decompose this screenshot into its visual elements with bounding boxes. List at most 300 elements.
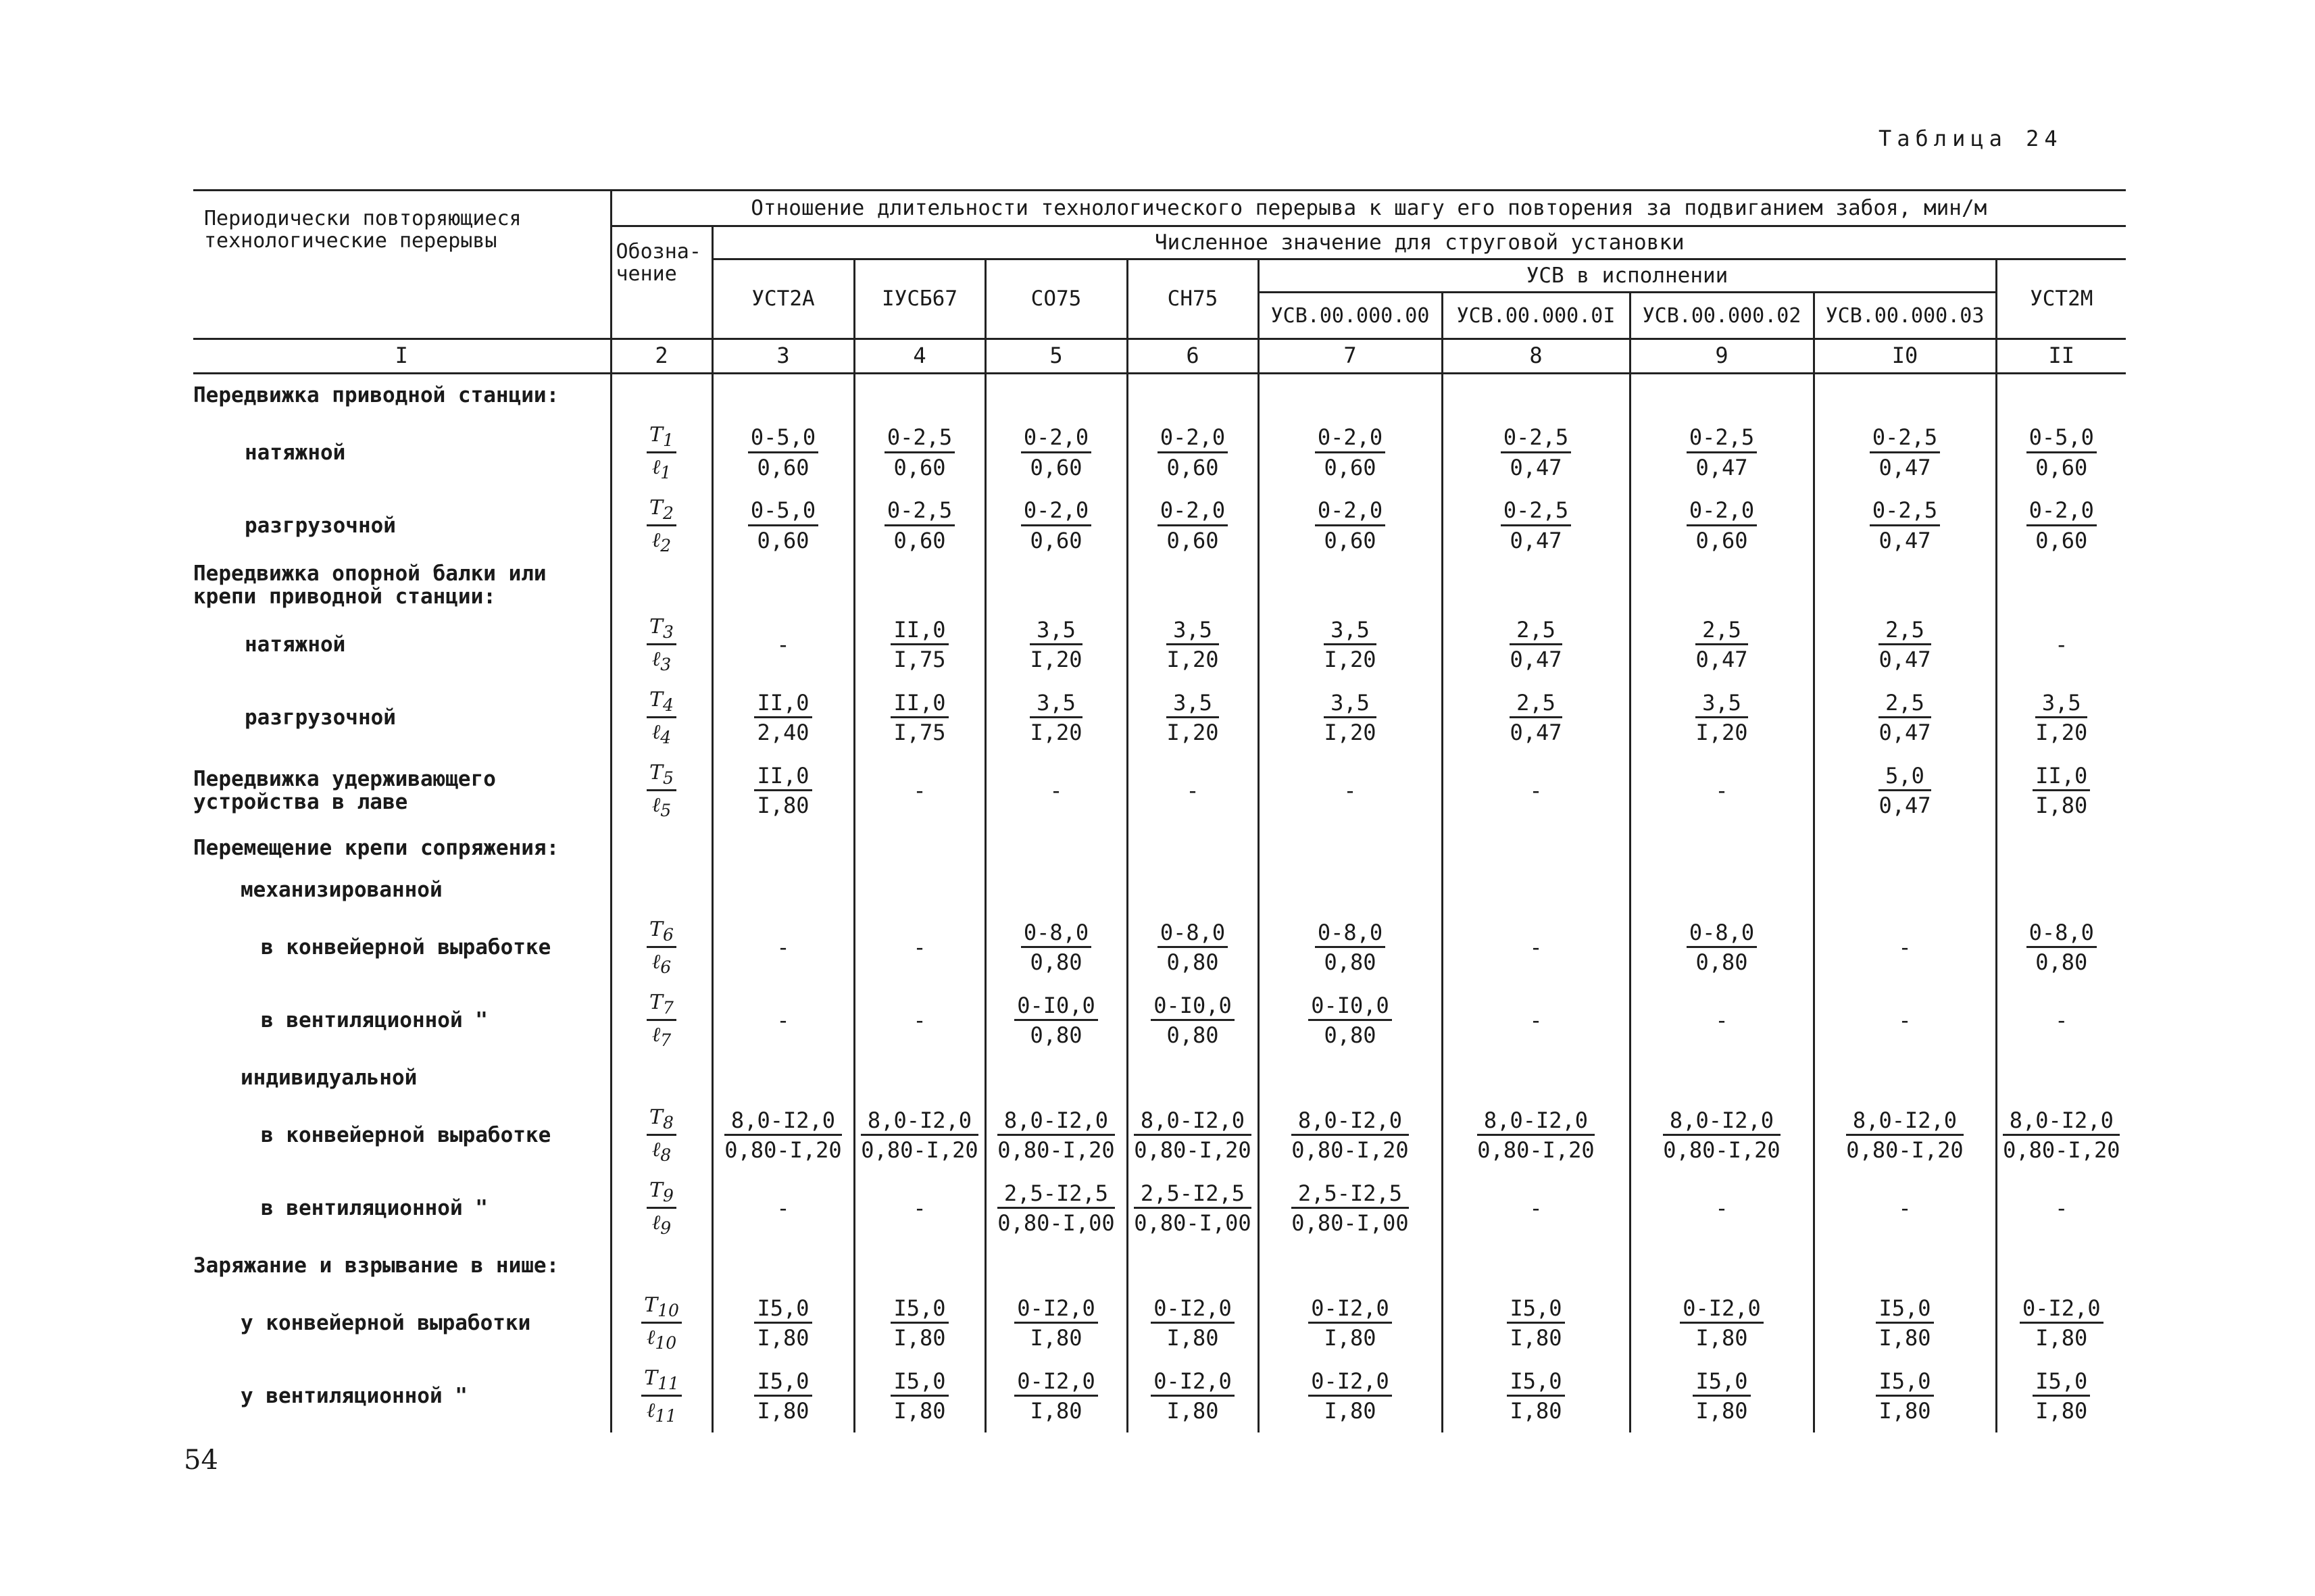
row-label: разгрузочной xyxy=(245,513,396,538)
value-denominator: I,80 xyxy=(757,792,810,818)
section-heading-row xyxy=(193,1245,2126,1287)
value-cell xyxy=(1442,1057,1630,1099)
row-label: у конвейерной выработки xyxy=(241,1311,531,1336)
row-label: Передвижка удерживающего устройства в лаве xyxy=(193,767,496,815)
value-cell xyxy=(1127,416,1258,489)
value-cell xyxy=(712,1099,854,1172)
value-cell xyxy=(1814,489,1996,562)
value-numerator: 0-2,0 xyxy=(1315,426,1385,453)
value-cell xyxy=(854,1245,985,1287)
value-cell xyxy=(1127,608,1258,681)
value-numerator: 0-2,5 xyxy=(1501,426,1571,453)
value-cell xyxy=(1630,984,1814,1057)
value-numerator: I5,0 xyxy=(2033,1370,2090,1397)
table-row xyxy=(193,416,2126,489)
value-cell xyxy=(1814,1099,1996,1172)
page-number: 54 xyxy=(184,1445,218,1476)
empty-value-dash: - xyxy=(776,1195,790,1221)
value-cell xyxy=(1127,562,1258,608)
header-usv-00: УСВ.00.000.00 xyxy=(1258,293,1442,339)
table-row xyxy=(193,1099,2126,1172)
row-label: натяжной xyxy=(245,440,346,465)
designation-denominator: ℓ$_{11}$ xyxy=(646,1398,677,1426)
empty-value-dash: - xyxy=(1898,1007,1912,1033)
value-denominator: 0,80-I,20 xyxy=(724,1137,842,1163)
value-cell xyxy=(985,827,1127,869)
designation-cell xyxy=(611,416,712,489)
empty-value-dash: - xyxy=(1186,777,1199,803)
value-denominator: I,80 xyxy=(1510,1324,1562,1351)
value-cell xyxy=(1814,1172,1996,1245)
value-numerator: 0-2,5 xyxy=(1501,499,1571,526)
value-cell xyxy=(1442,374,1630,417)
value-denominator: 0,60 xyxy=(1166,527,1219,553)
value-cell xyxy=(1258,1172,1442,1245)
value-cell xyxy=(1630,1057,1814,1099)
value-cell xyxy=(985,1287,1127,1360)
value-denominator: 0,80 xyxy=(1166,949,1219,975)
designation-cell xyxy=(611,1099,712,1172)
value-cell xyxy=(854,416,985,489)
value-cell xyxy=(712,984,854,1057)
header-col-iusb67: IУСБ67 xyxy=(854,259,985,339)
value-cell xyxy=(985,562,1127,608)
header-col-sn75: СН75 xyxy=(1127,259,1258,339)
value-denominator: 0,80-I,20 xyxy=(997,1137,1115,1163)
header-usv-01: УСВ.00.000.0I xyxy=(1442,293,1630,339)
value-numerator: I5,0 xyxy=(891,1370,948,1397)
value-denominator: I,20 xyxy=(2035,719,2088,745)
section-heading-row xyxy=(193,562,2126,608)
value-cell xyxy=(712,416,854,489)
value-numerator: 0-2,0 xyxy=(1315,499,1385,526)
value-cell xyxy=(985,1057,1127,1099)
row-label: разгрузочной xyxy=(245,705,396,730)
value-cell xyxy=(1814,608,1996,681)
header-usv-02: УСВ.00.000.02 xyxy=(1630,293,1814,339)
value-denominator: 0,80-I,20 xyxy=(1663,1137,1781,1163)
value-cell xyxy=(1996,562,2126,608)
value-denominator: 0,80 xyxy=(1030,1022,1082,1048)
value-cell xyxy=(1814,869,1996,911)
value-cell xyxy=(854,911,985,984)
empty-value-dash: - xyxy=(2055,631,2068,657)
value-numerator: II,0 xyxy=(891,618,948,645)
row-label: Перемещение крепи сопряжения: xyxy=(193,836,559,861)
designation-numerator: $T_8$ xyxy=(647,1106,676,1136)
empty-value-dash: - xyxy=(776,631,790,657)
table-row xyxy=(193,1287,2126,1360)
value-denominator: 0,80-I,20 xyxy=(1846,1137,1964,1163)
value-cell xyxy=(1996,1245,2126,1287)
value-numerator: 2,5-I2,5 xyxy=(1134,1182,1251,1209)
value-cell xyxy=(712,1172,854,1245)
empty-value-dash: - xyxy=(1715,1195,1728,1221)
value-numerator: 2,5 xyxy=(1878,691,1931,718)
row-label: у вентиляционной " xyxy=(241,1384,468,1409)
value-numerator: 0-2,0 xyxy=(1021,499,1091,526)
value-cell xyxy=(1258,1099,1442,1172)
value-cell xyxy=(1630,911,1814,984)
value-denominator: I,80 xyxy=(1030,1397,1082,1424)
value-denominator: 0,47 xyxy=(1878,792,1931,818)
value-numerator: 0-8,0 xyxy=(2026,921,2097,948)
column-number: 9 xyxy=(1630,339,1814,374)
empty-value-dash: - xyxy=(1529,1195,1543,1221)
row-label: Передвижка приводной станции: xyxy=(193,382,559,407)
value-denominator: I,20 xyxy=(1166,646,1219,672)
value-denominator: 0,47 xyxy=(1878,719,1931,745)
designation-cell xyxy=(611,1172,712,1245)
value-cell xyxy=(1996,1099,2126,1172)
value-numerator: 0-5,0 xyxy=(748,426,818,453)
value-numerator: 3,5 xyxy=(1166,691,1218,718)
value-cell xyxy=(854,1057,985,1099)
value-cell xyxy=(1814,911,1996,984)
value-cell xyxy=(985,416,1127,489)
value-cell xyxy=(1996,1057,2126,1099)
value-cell xyxy=(712,1057,854,1099)
table-row xyxy=(193,911,2126,984)
value-cell xyxy=(1630,562,1814,608)
table-row xyxy=(193,608,2126,681)
value-cell xyxy=(1442,984,1630,1057)
value-cell xyxy=(1127,1099,1258,1172)
value-cell xyxy=(1442,608,1630,681)
value-denominator: I,20 xyxy=(1324,646,1376,672)
value-denominator: 0,60 xyxy=(1695,527,1748,553)
value-denominator: I,20 xyxy=(1030,719,1082,745)
value-denominator: 0,47 xyxy=(1510,719,1562,745)
value-cell xyxy=(1442,911,1630,984)
value-cell xyxy=(985,754,1127,827)
value-numerator: I5,0 xyxy=(1507,1370,1564,1397)
header-sub-span: Численное значение для струговой установки xyxy=(712,226,2126,259)
value-numerator: II,0 xyxy=(2033,764,2090,791)
value-numerator: 0-8,0 xyxy=(1687,921,1757,948)
value-cell xyxy=(985,681,1127,754)
designation-denominator: ℓ$_7$ xyxy=(651,1022,672,1050)
value-numerator: 0-8,0 xyxy=(1158,921,1228,948)
value-numerator: 3,5 xyxy=(1166,618,1218,645)
value-cell xyxy=(1814,681,1996,754)
value-cell xyxy=(1442,1172,1630,1245)
value-denominator: 0,80-I,00 xyxy=(997,1210,1115,1236)
value-cell xyxy=(1630,681,1814,754)
value-cell xyxy=(1630,1172,1814,1245)
section-heading-row xyxy=(193,374,2126,417)
value-cell xyxy=(1814,1287,1996,1360)
value-cell xyxy=(854,827,985,869)
value-numerator: 0-2,0 xyxy=(1021,426,1091,453)
value-numerator: 8,0-I2,0 xyxy=(724,1109,841,1136)
value-numerator: 5,0 xyxy=(1878,764,1931,791)
value-numerator: 8,0-I2,0 xyxy=(1477,1109,1594,1136)
header-designation: Обозна- чение xyxy=(611,226,712,339)
value-cell xyxy=(985,374,1127,417)
designation-cell xyxy=(611,1245,712,1287)
table-row xyxy=(193,1360,2126,1432)
value-cell xyxy=(1814,1360,1996,1432)
value-numerator: 3,5 xyxy=(1695,691,1747,718)
empty-value-dash: - xyxy=(1529,934,1543,960)
row-label: в конвейерной выработке xyxy=(261,1123,551,1148)
value-numerator: 0-2,0 xyxy=(1687,499,1757,526)
empty-value-dash: - xyxy=(913,1007,926,1033)
header-col-so75: СО75 xyxy=(985,259,1127,339)
value-numerator: II,0 xyxy=(754,691,812,718)
value-numerator: 0-2,5 xyxy=(1687,426,1757,453)
value-cell xyxy=(1442,1287,1630,1360)
value-cell xyxy=(1442,489,1630,562)
value-cell xyxy=(985,1360,1127,1432)
designation-cell xyxy=(611,562,712,608)
value-numerator: 8,0-I2,0 xyxy=(2003,1109,2120,1136)
value-denominator: 0,80-I,20 xyxy=(1477,1137,1595,1163)
value-cell xyxy=(1127,1245,1258,1287)
value-numerator: 0-5,0 xyxy=(748,499,818,526)
value-numerator: 2,5-I2,5 xyxy=(1291,1182,1408,1209)
value-numerator: 0-I0,0 xyxy=(1151,994,1235,1021)
row-label: натяжной xyxy=(245,632,346,657)
designation-cell xyxy=(611,754,712,827)
value-numerator: 8,0-I2,0 xyxy=(1134,1109,1251,1136)
value-cell xyxy=(1814,984,1996,1057)
empty-value-dash: - xyxy=(1898,1195,1912,1221)
designation-numerator: $T_7$ xyxy=(647,991,676,1021)
value-denominator: 0,80 xyxy=(1324,1022,1376,1048)
value-denominator: 0,80-I,20 xyxy=(2003,1137,2120,1163)
value-cell xyxy=(1258,827,1442,869)
value-cell xyxy=(1127,911,1258,984)
value-cell xyxy=(712,754,854,827)
value-cell xyxy=(1814,416,1996,489)
value-denominator: I,80 xyxy=(1166,1397,1219,1424)
value-denominator: 0,80-I,20 xyxy=(861,1137,978,1163)
value-denominator: 0,80-I,20 xyxy=(1291,1137,1409,1163)
value-denominator: 0,80-I,00 xyxy=(1134,1210,1251,1236)
value-denominator: I,75 xyxy=(893,719,946,745)
value-cell xyxy=(1442,827,1630,869)
value-cell xyxy=(712,827,854,869)
value-numerator: 0-I2,0 xyxy=(1308,1297,1392,1324)
value-cell xyxy=(712,374,854,417)
value-cell xyxy=(985,1099,1127,1172)
value-denominator: 0,80 xyxy=(1030,949,1082,975)
value-cell xyxy=(1258,869,1442,911)
column-number: I xyxy=(193,339,611,374)
header-span: Отношение длительности технологического перерыва к шагу его повторения за подвиганием забоя, мин/м xyxy=(611,191,2126,226)
value-denominator: 0,80 xyxy=(1324,949,1376,975)
designation-numerator: $T_4$ xyxy=(647,689,676,718)
designation-numerator: $T_3$ xyxy=(647,616,676,645)
designation-cell xyxy=(611,984,712,1057)
designation-cell xyxy=(611,681,712,754)
value-cell xyxy=(1630,1099,1814,1172)
value-cell xyxy=(712,1360,854,1432)
value-numerator: 0-5,0 xyxy=(2026,426,2097,453)
value-cell xyxy=(1996,608,2126,681)
value-cell xyxy=(1996,1360,2126,1432)
value-cell xyxy=(1814,1245,1996,1287)
value-cell xyxy=(1996,374,2126,417)
value-cell xyxy=(1996,754,2126,827)
value-cell xyxy=(1258,562,1442,608)
value-denominator: I,80 xyxy=(1695,1324,1748,1351)
value-numerator: 0-I2,0 xyxy=(1680,1297,1764,1324)
value-cell xyxy=(854,1287,985,1360)
value-numerator: I5,0 xyxy=(754,1370,812,1397)
value-cell xyxy=(1630,608,1814,681)
value-cell xyxy=(854,562,985,608)
row-label: в вентиляционной " xyxy=(261,1008,488,1033)
value-denominator: 0,47 xyxy=(1510,646,1562,672)
value-cell xyxy=(985,869,1127,911)
value-denominator: I,80 xyxy=(893,1397,946,1424)
column-number: 8 xyxy=(1442,339,1630,374)
value-numerator: 8,0-I2,0 xyxy=(1291,1109,1408,1136)
value-cell xyxy=(1258,1360,1442,1432)
value-denominator: 0,60 xyxy=(1324,454,1376,480)
value-numerator: 0-8,0 xyxy=(1021,921,1091,948)
value-denominator: I,80 xyxy=(1030,1324,1082,1351)
designation-denominator: ℓ$_4$ xyxy=(651,720,672,747)
row-label: Передвижка опорной балки или крепи приводной станции: xyxy=(193,562,547,609)
designation-denominator: ℓ$_2$ xyxy=(651,528,672,555)
empty-value-dash: - xyxy=(913,777,926,803)
value-cell xyxy=(712,1245,854,1287)
header-col-ust2a: УСТ2А xyxy=(712,259,854,339)
value-denominator: 0,47 xyxy=(1878,646,1931,672)
value-numerator: 0-I2,0 xyxy=(1308,1370,1392,1397)
value-cell xyxy=(854,1360,985,1432)
empty-value-dash: - xyxy=(1715,777,1728,803)
empty-value-dash: - xyxy=(776,934,790,960)
row-label: в конвейерной выработке xyxy=(261,935,551,960)
value-denominator: I,80 xyxy=(1166,1324,1219,1351)
value-numerator: 2,5 xyxy=(1510,691,1562,718)
value-cell xyxy=(1127,984,1258,1057)
value-cell xyxy=(1996,489,2126,562)
value-cell xyxy=(1996,681,2126,754)
designation-cell xyxy=(611,1057,712,1099)
value-numerator: 0-2,0 xyxy=(2026,499,2097,526)
value-cell xyxy=(1127,869,1258,911)
value-numerator: 0-I2,0 xyxy=(1151,1297,1235,1324)
designation-numerator: $T_6$ xyxy=(647,918,676,948)
section-heading-row xyxy=(193,869,2126,911)
value-numerator: I5,0 xyxy=(891,1297,948,1324)
value-cell xyxy=(1814,827,1996,869)
designation-denominator: ℓ$_{10}$ xyxy=(646,1325,677,1353)
value-denominator: I,80 xyxy=(2035,1397,2088,1424)
value-cell xyxy=(1258,1057,1442,1099)
value-denominator: I,80 xyxy=(1510,1397,1562,1424)
value-numerator: 0-2,0 xyxy=(1158,499,1228,526)
value-cell xyxy=(1996,1172,2126,1245)
value-numerator: 2,5 xyxy=(1695,618,1747,645)
value-numerator: 0-I2,0 xyxy=(1014,1297,1098,1324)
value-denominator: 0,80-I,00 xyxy=(1291,1210,1409,1236)
value-cell xyxy=(712,608,854,681)
designation-cell xyxy=(611,489,712,562)
empty-value-dash: - xyxy=(1898,934,1912,960)
value-cell xyxy=(1258,681,1442,754)
value-denominator: 0,60 xyxy=(893,454,946,480)
column-number: 5 xyxy=(985,339,1127,374)
value-cell xyxy=(985,1245,1127,1287)
column-number: 2 xyxy=(611,339,712,374)
value-denominator: I,80 xyxy=(1878,1397,1931,1424)
value-denominator: I,20 xyxy=(1324,719,1376,745)
value-cell xyxy=(985,608,1127,681)
value-numerator: 0-8,0 xyxy=(1315,921,1385,948)
empty-value-dash: - xyxy=(913,934,926,960)
designation-numerator: $T_{10}$ xyxy=(641,1294,682,1324)
value-denominator: I,80 xyxy=(2035,792,2088,818)
row-label: индивидуальной xyxy=(241,1066,418,1091)
value-numerator: 0-I2,0 xyxy=(2020,1297,2104,1324)
row-label: в вентиляционной " xyxy=(261,1196,488,1221)
designation-denominator: ℓ$_1$ xyxy=(651,455,672,482)
value-cell xyxy=(1996,869,2126,911)
value-denominator: I,20 xyxy=(1695,719,1748,745)
row-label: механизированной xyxy=(241,878,443,903)
value-numerator: 0-2,5 xyxy=(1870,426,1940,453)
value-denominator: 0,60 xyxy=(757,527,810,553)
value-denominator: I,80 xyxy=(1878,1324,1931,1351)
column-number: 3 xyxy=(712,339,854,374)
empty-value-dash: - xyxy=(1529,777,1543,803)
value-cell xyxy=(1258,754,1442,827)
value-denominator: 0,60 xyxy=(2035,454,2088,480)
empty-value-dash: - xyxy=(776,1007,790,1033)
value-numerator: 8,0-I2,0 xyxy=(1663,1109,1780,1136)
value-denominator: 0,47 xyxy=(1878,454,1931,480)
value-cell xyxy=(712,681,854,754)
value-cell xyxy=(1996,827,2126,869)
value-numerator: 2,5 xyxy=(1878,618,1931,645)
designation-cell xyxy=(611,374,712,417)
value-cell xyxy=(1442,562,1630,608)
value-denominator: I,75 xyxy=(893,646,946,672)
value-denominator: 0,47 xyxy=(1878,527,1931,553)
value-denominator: 0,47 xyxy=(1695,646,1748,672)
value-denominator: I,20 xyxy=(1030,646,1082,672)
value-cell xyxy=(1814,374,1996,417)
value-cell xyxy=(1630,1360,1814,1432)
column-number: II xyxy=(1996,339,2126,374)
value-cell xyxy=(1442,1360,1630,1432)
value-cell xyxy=(1442,754,1630,827)
value-denominator: 0,60 xyxy=(1324,527,1376,553)
value-denominator: 0,80 xyxy=(1166,1022,1219,1048)
designation-denominator: ℓ$_8$ xyxy=(651,1137,672,1165)
value-cell xyxy=(854,489,985,562)
value-denominator: 0,60 xyxy=(757,454,810,480)
value-numerator: II,0 xyxy=(754,764,812,791)
column-number: 6 xyxy=(1127,339,1258,374)
designation-numerator: $T_5$ xyxy=(647,762,676,791)
value-denominator: 0,60 xyxy=(1030,527,1082,553)
table-caption: Таблица 24 xyxy=(1878,126,2063,151)
value-cell xyxy=(854,1099,985,1172)
value-cell xyxy=(1630,827,1814,869)
value-cell xyxy=(1630,374,1814,417)
value-numerator: 0-2,5 xyxy=(885,499,955,526)
value-cell xyxy=(1630,754,1814,827)
value-cell xyxy=(985,1172,1127,1245)
